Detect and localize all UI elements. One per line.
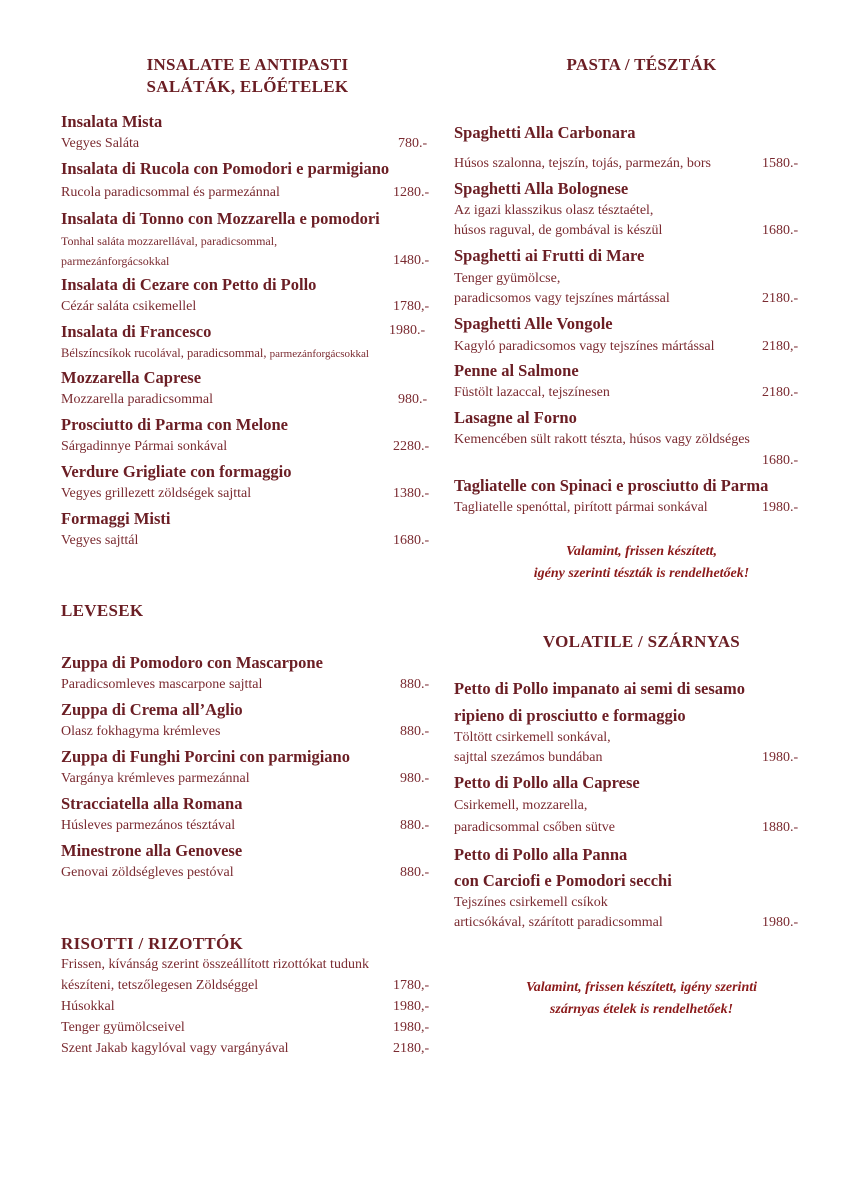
- menu-item-name: Mozzarella Caprese: [61, 368, 202, 387]
- menu-item-desc: Csirkemell, mozzarella,: [454, 798, 588, 813]
- menu-item-desc: Tonhal saláta mozzarellával, paradicsommal,: [61, 234, 278, 248]
- menu-item-desc: sajttal szezámos bundában: [454, 750, 603, 765]
- risotti-intro: Frissen, kívánság szerint összeállított rizottókat tudunk: [61, 957, 369, 972]
- menu-item-name: con Carciofi e Pomodori secchi: [454, 871, 672, 890]
- volatile-title: VOLATILE / SZÁRNYAS: [542, 632, 741, 651]
- menu-item-desc: Genovai zöldségleves pestóval: [61, 865, 234, 880]
- menu-item-price: 2280.-: [393, 439, 430, 454]
- menu-item-price: 1980.-: [762, 750, 799, 765]
- menu-item-price: 2180.-: [762, 385, 799, 400]
- menu-item-price: 1780,-: [393, 978, 430, 993]
- levesek-title: LEVESEK: [61, 601, 144, 620]
- pasta-note: Valamint, frissen készített, igény szerinti tészták is rendelhetőek!: [533, 544, 750, 581]
- menu-item-desc: Vargánya krémleves parmezánnal: [61, 771, 250, 786]
- menu-item-price: 1980.-: [762, 500, 799, 515]
- menu-item-desc: Vegyes grillezett zöldségek sajttal: [61, 486, 252, 501]
- menu-item-desc: paradicsommal csőben sütve: [454, 820, 615, 835]
- menu-item-name: Petto di Pollo impanato ai semi di sesamo: [454, 679, 746, 698]
- menu-item-price: 1680.-: [762, 453, 799, 468]
- menu-item-price: 1580.-: [762, 156, 799, 171]
- menu-item-desc: Kagyló paradicsomos vagy tejszínes mártással: [454, 339, 715, 354]
- menu-item-desc: Tenger gyümölcseivel: [61, 1020, 185, 1035]
- menu-item-desc: Cézár saláta csikemellel: [61, 299, 197, 314]
- menu-item-name: Spaghetti ai Frutti di Mare: [454, 246, 645, 265]
- menu-item-name: Insalata di Cezare con Petto di Pollo: [61, 275, 317, 294]
- menu-item-name: Spaghetti Alle Vongole: [454, 314, 613, 333]
- menu-item-price: 880.-: [400, 677, 430, 692]
- menu-item-price: 980.-: [398, 392, 428, 407]
- menu-item-desc: Vegyes sajttál: [61, 533, 139, 548]
- menu-item-price: 1980,-: [393, 1020, 430, 1035]
- menu-item-desc: Szent Jakab kagylóval vagy vargányával: [61, 1041, 289, 1056]
- menu-item-name: Formaggi Misti: [61, 509, 171, 528]
- menu-item-desc: Tenger gyümölcse,: [454, 271, 561, 286]
- menu-item-desc: Töltött csirkemell sonkával,: [454, 730, 611, 745]
- menu-item-desc: Bélszíncsíkok rucolával, paradicsommal, parmezánforgácsokkal: [61, 346, 369, 360]
- menu-item-name: Insalata di Tonno con Mozzarella e pomodori: [61, 209, 380, 228]
- menu-item-price: 880.-: [400, 818, 430, 833]
- menu-item-price: 1680.-: [393, 533, 430, 548]
- menu-item-name: Zuppa di Crema all’Aglio: [61, 700, 243, 719]
- menu-item-price: 2180.-: [762, 291, 799, 306]
- menu-item-price: 980.-: [400, 771, 430, 786]
- menu-item-name: Penne al Salmone: [454, 361, 579, 380]
- menu-item-price: 780.-: [398, 136, 428, 151]
- menu-item-desc: Kemencében sült rakott tészta, húsos vagy zöldséges: [454, 432, 750, 447]
- pasta-title: PASTA / TÉSZTÁK: [566, 55, 717, 74]
- menu-item-price: 1280.-: [393, 185, 430, 200]
- menu-item-name: Minestrone alla Genovese: [61, 841, 243, 860]
- menu-item-desc: Paradicsomleves mascarpone sajttal: [61, 677, 263, 692]
- menu-item-price: 1980.-: [389, 323, 426, 338]
- menu-item-name: Tagliatelle con Spinaci e prosciutto di Parma: [454, 476, 769, 495]
- menu-item-name: Insalata di Rucola con Pomodori e parmigiano: [61, 159, 390, 178]
- menu-item-name: Insalata Mista: [61, 112, 163, 131]
- menu-item-name: Prosciutto di Parma con Melone: [61, 415, 288, 434]
- menu-item-price: 880.-: [400, 865, 430, 880]
- menu-item-desc: Húsos szalonna, tejszín, tojás, parmezán, bors: [454, 156, 711, 171]
- menu-item-price: 1980,-: [393, 999, 430, 1014]
- menu-item-desc: Húsokkal: [61, 999, 115, 1014]
- menu-item-name: Verdure Grigliate con formaggio: [61, 462, 292, 481]
- menu-item-name: Petto di Pollo alla Panna: [454, 845, 628, 864]
- menu-item-name: Zuppa di Pomodoro con Mascarpone: [61, 653, 323, 672]
- menu-item-name: Spaghetti Alla Bolognese: [454, 179, 629, 198]
- menu-item-desc: Tejszínes csirkemell csíkok: [454, 895, 608, 910]
- menu-item-desc: Olasz fokhagyma krémleves: [61, 724, 221, 739]
- menu-item-desc: Mozzarella paradicsommal: [61, 392, 213, 407]
- menu-item-desc: Az igazi klasszikus olasz tésztaétel,: [454, 203, 654, 218]
- menu-item-price: 2180,-: [393, 1041, 430, 1056]
- menu-item-name: Stracciatella alla Romana: [61, 794, 243, 813]
- menu-item-name: Insalata di Francesco: [61, 322, 212, 341]
- menu-item-desc: húsos raguval, de gombával is készül: [454, 223, 663, 238]
- menu-item-name: Lasagne al Forno: [454, 408, 577, 427]
- menu-item-price: 2180,-: [762, 339, 799, 354]
- menu-item-price: 1880.-: [762, 820, 799, 835]
- risotti-title: RISOTTI / RIZOTTÓK: [61, 934, 244, 953]
- volatile-note: Valamint, frissen készített, igény szerinti szárnyas ételek is rendelhetőek!: [525, 980, 758, 1017]
- menu-item-desc: Sárgadinnye Pármai sonkával: [61, 439, 228, 454]
- menu-item-price: 1680.-: [762, 223, 799, 238]
- menu-item-desc: articsókával, szárított paradicsommal: [454, 915, 663, 930]
- menu-item-desc: Rucola paradicsommal és parmezánnal: [61, 185, 280, 200]
- menu-item-name: Spaghetti Alla Carbonara: [454, 123, 636, 142]
- menu-item-price: 1480.-: [393, 253, 430, 268]
- menu-item-price: 1980.-: [762, 915, 799, 930]
- menu-item-price: 1780,-: [393, 299, 430, 314]
- menu-item-desc: paradicsomos vagy tejszínes mártással: [454, 291, 670, 306]
- menu-item-price: 880.-: [400, 724, 430, 739]
- menu-item-desc: Húsleves parmezános tésztával: [61, 818, 236, 833]
- menu-item-desc: Füstölt lazaccal, tejszínesen: [454, 385, 610, 400]
- menu-item-desc: parmezánforgácsokkal: [61, 254, 170, 268]
- menu-item-name: Zuppa di Funghi Porcini con parmigiano: [61, 747, 350, 766]
- menu-item-desc: Vegyes Saláta: [61, 136, 140, 151]
- antipasti-title: INSALATE E ANTIPASTI SALÁTÁK, ELŐÉTELEK: [146, 55, 349, 96]
- menu-item-desc: készíteni, tetszőlegesen Zöldséggel: [61, 978, 259, 993]
- menu-item-name: Petto di Pollo alla Caprese: [454, 773, 640, 792]
- menu-item-name: ripieno di prosciutto e formaggio: [454, 706, 686, 725]
- menu-item-desc: Tagliatelle spenóttal, pirított pármai sonkával: [454, 500, 708, 515]
- menu-item-price: 1380.-: [393, 486, 430, 501]
